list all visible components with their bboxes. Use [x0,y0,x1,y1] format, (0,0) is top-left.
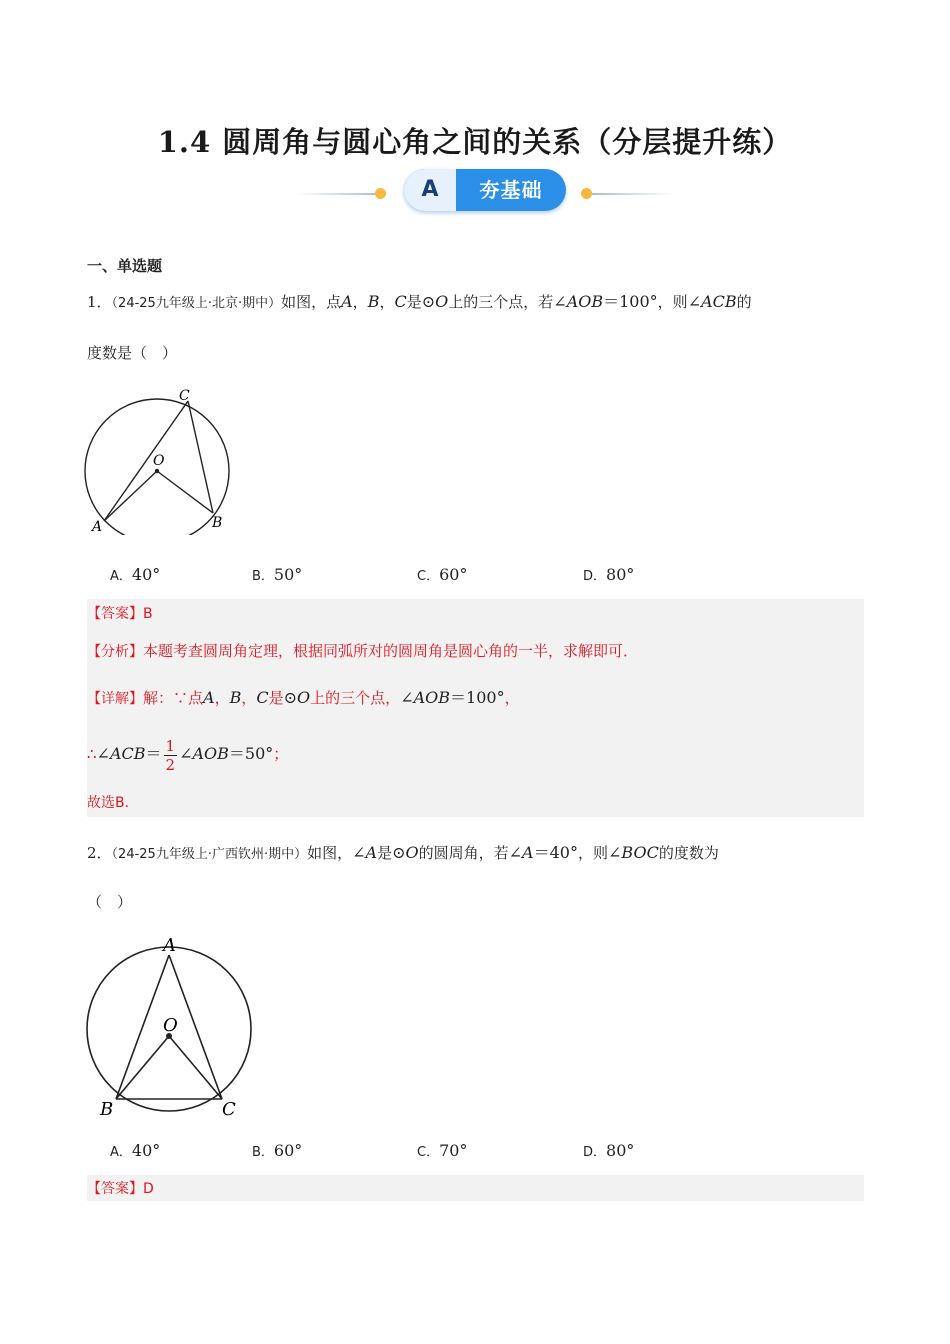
q2-stem-line1 [87,841,719,867]
option-value: 80° [606,565,635,584]
q1-conclusion: 故选B． [87,795,139,811]
level-badge [404,169,566,211]
q1-option-d[interactable] [583,565,634,584]
q2-angle: ∠BOC [608,843,659,862]
page-title: 1.4 圆周角与圆心角之间的关系（分层提升练） [157,125,793,159]
q1-detail-line2: ∴∠ACB＝ $\frac{1}{2}$ ∠AOB＝50°； [87,736,289,774]
section-heading: 一、单选题 [87,257,163,275]
q2-value: ＝40° [533,843,578,862]
q2-text: 如图， [307,844,353,862]
q2-angle: ∠A [352,843,378,862]
q2-label-c: C [222,1099,236,1120]
q1-option-a[interactable] [110,565,160,584]
badge-dot-left [375,188,386,199]
q2-label-b: B [100,1099,114,1120]
detail-var: O [297,688,311,707]
detail-angle: ∠AOB [400,688,451,707]
detail-value: ＝100° [450,688,505,707]
option-label: C． [417,1145,440,1160]
option-label: D． [583,1145,607,1160]
q2-label-a: A [163,935,176,956]
circle-symbol: ⊙ [283,688,298,707]
option-value: 60° [273,1141,303,1160]
q1-text: 上的三个点，若 [448,293,554,311]
q1-number: 1． [87,293,112,311]
detail-text: 是 [268,689,284,707]
therefore-symbol: ∴ [87,745,97,763]
fraction-denominator: 2 [165,755,176,774]
q1-label-c: C [179,388,190,404]
q2-text: 的圆周角，若 [418,844,509,862]
q2-option-c[interactable] [417,1141,467,1160]
q2-chord-ab [116,955,169,1099]
q1-circle-figure [84,385,234,535]
option-value: 40° [131,1141,161,1160]
detail-text: 解：∵点 [143,689,204,707]
q2-text: 的度数为 [658,844,719,862]
answer-value: B [143,606,153,622]
q1-answer-line [87,602,153,626]
q1-text: ， [352,293,368,311]
q1-var: C [394,292,407,311]
q1-text: ，则 [657,293,688,311]
q1-center-dot [155,469,159,473]
q2-source: （24-25九年级上·广西钦州·期中） [111,847,308,862]
q2-radius-ob [116,1036,169,1099]
q2-option-b[interactable] [252,1141,302,1160]
fraction-half [164,737,178,774]
option-value: 70° [439,1141,468,1160]
q1-source: （24-25九年级上·北京·期中） [111,296,282,311]
badge-line-right [592,193,674,195]
q1-label-b: B [212,515,223,531]
detail-text: ， [214,689,230,707]
q1-detail-line1 [87,686,520,711]
q2-circle-figure [80,930,260,1120]
q2-text: ，则 [577,844,608,862]
fraction-numerator: 1 [165,736,176,755]
q2-radius-oc [169,1036,222,1099]
q2-angle: ∠A [508,843,534,862]
detail-angle: ∠AOB [179,744,229,763]
badge-letter: A [404,169,456,211]
q2-label-o: O [163,1015,178,1036]
q1-label-a: A [92,519,103,535]
option-label: A． [110,1145,132,1160]
option-label: A． [110,569,132,584]
q1-chord-ac [104,401,188,521]
detail-text: ， [504,689,520,707]
q1-text: 的 [736,293,752,311]
option-value: 60° [439,565,468,584]
detail-text: ， [241,689,257,707]
q1-angle: ∠ACB [687,292,737,311]
option-label: B． [252,1145,274,1160]
q1-option-c[interactable] [417,565,467,584]
q1-option-b[interactable] [252,565,302,584]
q1-angle: ∠AOB [553,292,604,311]
q2-answer-box [87,1175,864,1201]
detail-angle: ∠ACB [96,744,146,763]
option-label: C． [417,569,440,584]
q1-var: A [341,292,353,311]
q1-value: ＝100° [603,292,658,311]
circle-symbol: ⊙ [421,292,436,311]
badge-dot-right [581,188,592,199]
detail-var: A [203,688,215,707]
q1-stem-line2: 度数是（ ） [87,344,178,362]
q2-stem-line2: （ ） [87,893,133,911]
analysis-tag: 【分析】 [87,644,143,660]
q1-var: O [435,292,449,311]
q2-circle-o: ⊙O [392,843,419,862]
detail-tag: 【详解】 [87,691,143,707]
answer-tag: 【答案】 [87,606,143,622]
option-value: 40° [131,565,161,584]
q2-number: 2． [87,844,112,862]
detail-var: C [256,688,269,707]
option-value: 50° [273,565,303,584]
q2-answer-line [87,1177,154,1201]
q1-analysis [87,639,638,664]
answer-value: D [143,1181,154,1197]
q1-stem-line1 [87,290,752,316]
q2-option-a[interactable] [110,1141,160,1160]
q1-text: 如图，点 [281,293,342,311]
option-value: 80° [606,1141,635,1160]
answer-tag: 【答案】 [87,1181,143,1197]
option-label: D． [583,569,607,584]
q1-label-o: O [153,453,165,469]
q1-text: 是 [406,293,422,311]
detail-result: ＝50° [228,744,274,763]
option-label: B． [252,569,274,584]
q1-var: B [367,292,380,311]
badge-text: 夯基础 [479,178,543,202]
q1-radius-oa [104,471,157,521]
badge-line-left [296,193,378,195]
detail-text: ； [273,745,289,763]
analysis-text: 本题考查圆周角定理，根据同弧所对的圆周角是圆心角的一半，求解即可． [143,642,639,660]
detail-text: 上的三个点， [310,689,401,707]
q1-text: ， [379,293,395,311]
q2-option-d[interactable] [583,1141,634,1160]
detail-var: B [229,688,242,707]
q2-text: 是 [377,844,393,862]
